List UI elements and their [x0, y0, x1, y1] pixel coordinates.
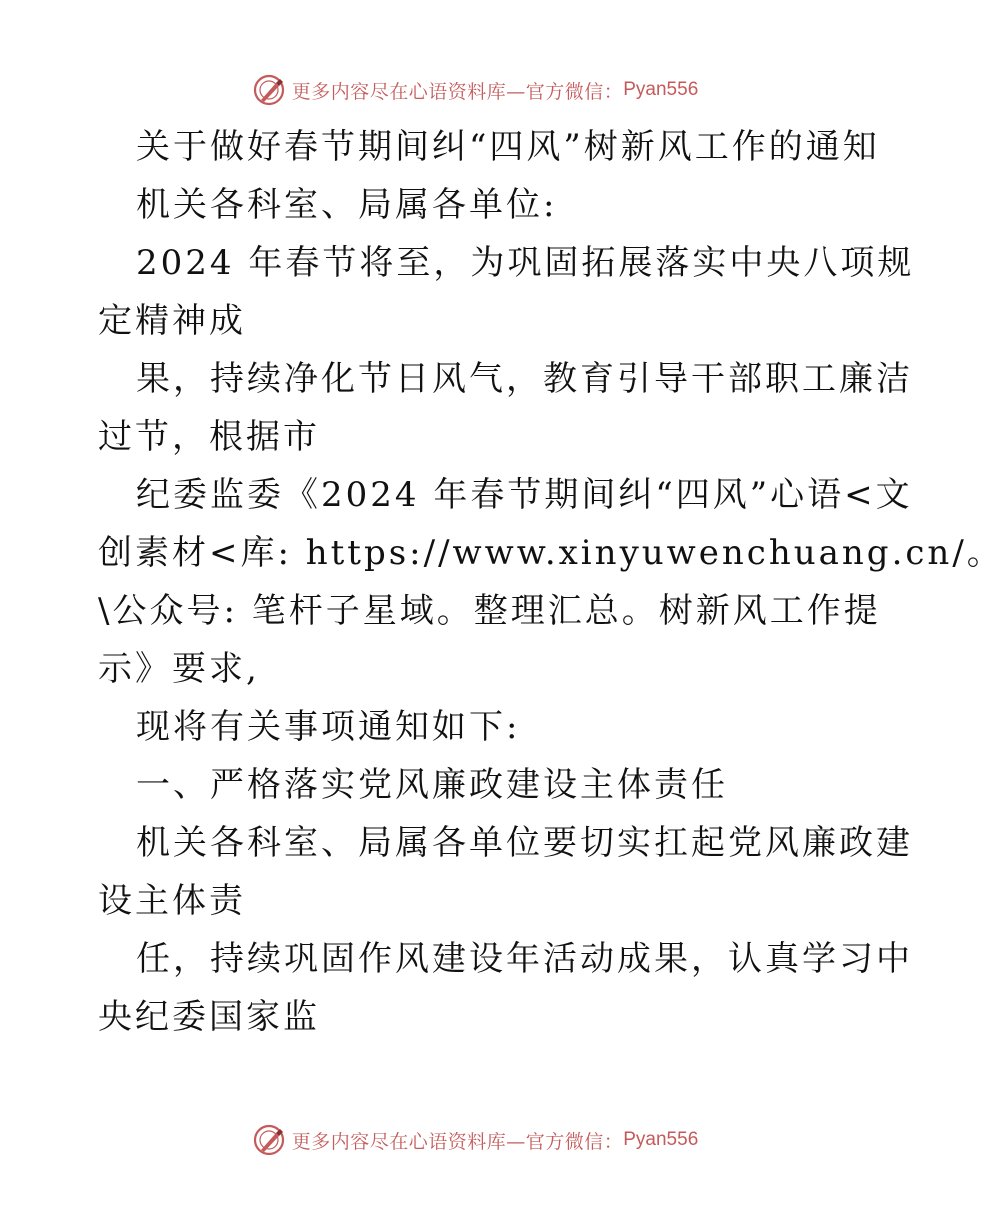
body-line: 果，持续净化节日风气，教育引导干部职工廉洁 — [136, 359, 913, 399]
footer-watermark-banner — [0, 1120, 950, 1160]
pen-logo-icon — [252, 1123, 286, 1157]
header-banner-handle: Pyan556 — [623, 79, 699, 100]
body-line: 央纪委国家监 — [98, 997, 320, 1037]
body-line: 创素材<库: https://www.xinyuwenchuang.cn/。 — [98, 533, 1004, 573]
body-line: 示》要求, — [98, 649, 260, 689]
recipient-line: 机关各科室、局属各单位: — [136, 185, 558, 225]
footer-banner-text: 更多内容尽在心语资料库—官方微信： — [291, 1130, 624, 1153]
document-body — [98, 118, 1004, 1046]
body-line: 纪委监委《2024 年春节期间纠“四风”心语<文 — [136, 475, 913, 515]
body-line: 2024 年春节将至，为巩固拓展落实中央八项规 — [136, 243, 915, 283]
body-line: \公众号: 笔杆子星域。整理汇总。树新风工作提 — [98, 591, 881, 631]
body-line: 现将有关事项通知如下: — [136, 707, 521, 747]
footer-banner-handle: Pyan556 — [623, 1129, 699, 1150]
document-title: 关于做好春节期间纠“四风”树新风工作的通知 — [136, 127, 880, 167]
pen-logo-icon — [252, 73, 286, 107]
body-line: 机关各科室、局属各单位要切实扛起党风廉政建 — [136, 823, 913, 863]
section-heading: 一、严格落实党风廉政建设主体责任 — [136, 765, 728, 805]
body-line: 定精神成 — [98, 301, 246, 341]
body-line: 设主体责 — [98, 881, 246, 921]
header-banner-text: 更多内容尽在心语资料库—官方微信： — [291, 80, 624, 103]
header-watermark-banner — [0, 70, 950, 110]
body-line: 任，持续巩固作风建设年活动成果，认真学习中 — [136, 939, 913, 979]
body-line: 过节，根据市 — [98, 417, 320, 457]
